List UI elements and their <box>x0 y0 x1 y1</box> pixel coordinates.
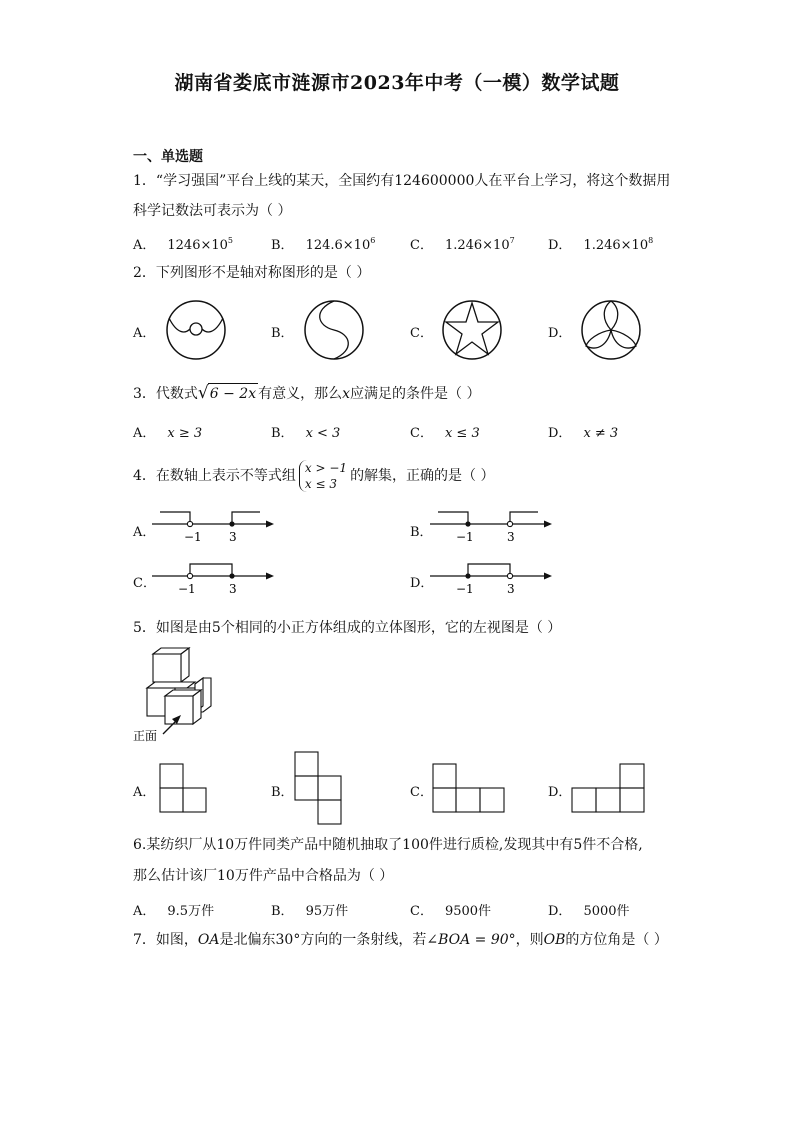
q4-option-c-label[interactable]: C． <box>133 576 156 591</box>
q5-view-d[interactable] <box>572 764 646 812</box>
q4-number-line-a[interactable] <box>150 508 280 544</box>
q3-option-b[interactable] <box>271 422 340 441</box>
option-value: 95万件 <box>305 904 349 919</box>
option-value: 9500件 <box>444 904 492 919</box>
q3-suffix: 有意义，那么 <box>258 386 343 402</box>
section-heading: 一、单选题 <box>133 149 203 165</box>
q2-option-b-label[interactable]: B． <box>271 326 294 341</box>
question-3-text <box>133 383 480 404</box>
question-5-text: 5．如图是由5个相同的小正方体组成的立体图形，它的左视图是（ ） <box>133 620 562 636</box>
q2-figure-d[interactable] <box>580 300 642 362</box>
q4-prefix: 4．在数轴上表示不等式组 <box>133 468 296 484</box>
option-label: C． <box>410 426 433 441</box>
q1-option-c[interactable] <box>410 234 515 253</box>
option-label: D． <box>548 238 572 253</box>
option-exponent: 5 <box>227 236 234 245</box>
q5-option-d-label[interactable]: D． <box>548 785 572 800</box>
q2-figure-b[interactable] <box>303 300 365 362</box>
q5-view-b[interactable] <box>295 752 343 824</box>
q3-suffix-2: 应满足的条件是（ ） <box>350 386 481 402</box>
inequality-2: x ≤ 3 <box>304 477 338 491</box>
q5-view-c[interactable] <box>433 764 505 812</box>
option-exponent: 7 <box>509 236 515 245</box>
inequality-1: x > −1 <box>304 461 348 475</box>
option-exponent: 8 <box>648 236 654 245</box>
option-label: C． <box>410 238 433 253</box>
option-label: D． <box>548 426 572 441</box>
question-4-text <box>133 458 495 494</box>
q3-variable: x <box>342 386 351 402</box>
question-1-line-2: 科学记数法可表示为（ ） <box>133 203 292 219</box>
option-value: x ≥ 3 <box>167 426 203 441</box>
q5-option-c-label[interactable]: C． <box>410 785 433 800</box>
q7-ray-ob: OB <box>543 932 566 948</box>
question-6-line-2: 那么估计该厂10万件产品中合格品为（ ） <box>133 868 394 884</box>
option-exponent: 6 <box>370 236 376 245</box>
inequality-system <box>299 460 347 492</box>
option-value: x < 3 <box>305 426 341 441</box>
question-6-line-1: 6.某纺织厂从10万件同类产品中随机抽取了100件进行质检,发现其中有5件不合格, <box>133 837 643 853</box>
q7-ray-oa: OA <box>197 932 220 948</box>
q7-part-1: 7．如图， <box>133 932 198 948</box>
option-value: x ≤ 3 <box>444 426 480 441</box>
q1-option-a[interactable] <box>133 234 233 253</box>
question-7-text <box>133 930 668 950</box>
sqrt-sign: √ <box>197 383 209 403</box>
tick-label-3: 3 <box>507 530 515 544</box>
page-title: 湖南省娄底市涟源市2023年中考（一模）数学试题 <box>174 72 620 94</box>
q5-option-b-label[interactable]: B． <box>271 785 294 800</box>
option-value: x ≠ 3 <box>583 426 619 441</box>
q4-option-b-label[interactable]: B． <box>410 525 433 540</box>
q3-radicand: 6 − 2x <box>208 383 258 404</box>
q5-solid-figure <box>133 648 223 744</box>
option-label: A． <box>133 426 156 441</box>
tick-label-minus-1: −1 <box>456 530 474 544</box>
option-label: C． <box>410 904 433 919</box>
tick-label-minus-1: −1 <box>184 530 202 544</box>
q1-option-d[interactable] <box>548 234 653 253</box>
q3-option-a[interactable] <box>133 422 202 441</box>
q2-figure-a[interactable] <box>165 300 227 362</box>
q4-number-line-c[interactable] <box>150 560 280 596</box>
q1-option-b[interactable] <box>271 234 375 253</box>
option-value: 5000件 <box>583 904 630 919</box>
option-label: A． <box>133 904 156 919</box>
option-value: 1.246×10 <box>583 238 649 253</box>
option-value: 1.246×10 <box>444 238 510 253</box>
q4-option-d-label[interactable]: D． <box>410 576 434 591</box>
q2-option-a-label[interactable]: A． <box>133 326 156 341</box>
q2-option-d-label[interactable]: D． <box>548 326 572 341</box>
q4-suffix: 的解集，正确的是（ ） <box>350 468 495 484</box>
q4-number-line-b[interactable] <box>428 508 558 544</box>
q4-number-line-d[interactable] <box>428 560 558 596</box>
question-2-text: 2．下列图形不是轴对称图形的是（ ） <box>133 265 371 281</box>
q6-option-c[interactable] <box>410 900 491 919</box>
q6-option-b[interactable] <box>271 900 348 919</box>
front-label: 正面 <box>133 729 158 743</box>
option-value: 9.5万件 <box>167 904 215 919</box>
q2-option-c-label[interactable]: C． <box>410 326 433 341</box>
option-label: B． <box>271 426 294 441</box>
q5-view-a[interactable] <box>160 764 208 812</box>
q3-option-d[interactable] <box>548 422 618 441</box>
q7-part-2: 是北偏东30°方向的一条射线，若 <box>219 932 427 948</box>
tick-label-3: 3 <box>507 582 515 596</box>
q3-option-c[interactable] <box>410 422 480 441</box>
q5-option-a-label[interactable]: A． <box>133 785 156 800</box>
q6-option-a[interactable] <box>133 900 214 919</box>
tick-label-3: 3 <box>229 530 237 544</box>
question-1-line-1: 1．“学习强国”平台上线的某天，全国约有124600000人在平台上学习，将这个数据用 <box>133 173 671 189</box>
option-value: 124.6×10 <box>305 238 371 253</box>
option-label: D． <box>548 904 572 919</box>
option-label: A． <box>133 238 156 253</box>
tick-label-3: 3 <box>229 582 237 596</box>
q7-part-3: ，则 <box>515 932 544 948</box>
q4-option-a-label[interactable]: A． <box>133 525 156 540</box>
option-label: B． <box>271 904 294 919</box>
tick-label-minus-1: −1 <box>456 582 474 596</box>
tick-label-minus-1: −1 <box>178 582 196 596</box>
q6-option-d[interactable] <box>548 900 630 919</box>
q7-part-4: 的方位角是（ ） <box>565 932 668 948</box>
q7-angle: ∠BOA = 90° <box>426 932 516 948</box>
option-label: B． <box>271 238 294 253</box>
q2-figure-c[interactable] <box>441 300 503 362</box>
q3-prefix: 3．代数式 <box>133 386 198 402</box>
option-value: 1246×10 <box>167 238 228 253</box>
